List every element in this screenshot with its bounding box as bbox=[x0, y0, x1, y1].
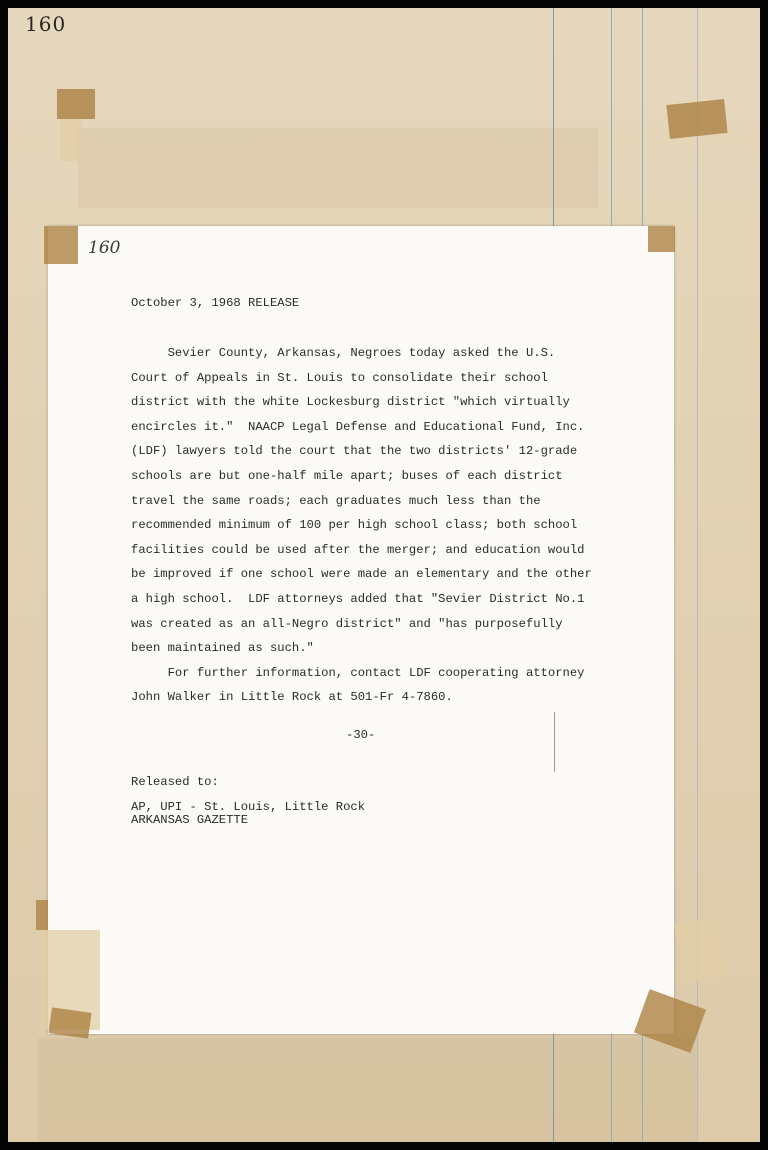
released-to-item: ARKANSAS GAZETTE bbox=[131, 813, 249, 827]
body-line: (LDF) lawyers told the court that the two districts' 12-grade bbox=[131, 444, 578, 459]
body-line: be improved if one school were made an elementary and the other bbox=[131, 567, 592, 582]
body-line: John Walker in Little Rock at 501-Fr 4-7860. bbox=[131, 690, 453, 705]
tape-piece bbox=[60, 119, 82, 161]
page-number: 160 bbox=[25, 12, 67, 36]
body-line: For further information, contact LDF cooperating attorney bbox=[131, 665, 585, 680]
sheet-crease bbox=[554, 712, 555, 772]
body-line: been maintained as such." bbox=[131, 641, 314, 656]
backing-shade bbox=[78, 128, 598, 208]
body-line: encircles it." NAACP Legal Defense and Educational Fund, Inc. bbox=[131, 419, 585, 434]
handwritten-number: 160 bbox=[88, 238, 121, 258]
body-line: recommended minimum of 100 per high school class; both school bbox=[131, 518, 578, 533]
body-line: district with the white Lockesburg district "which virtually bbox=[131, 395, 570, 410]
tape-piece bbox=[44, 226, 78, 264]
body-line: schools are but one-half mile apart; buses of each district bbox=[131, 468, 563, 483]
released-to-list bbox=[131, 801, 365, 827]
tape-piece bbox=[57, 89, 95, 119]
released-to-item: AP, UPI - St. Louis, Little Rock bbox=[131, 800, 366, 814]
release-body bbox=[131, 346, 592, 715]
tape-piece bbox=[648, 226, 675, 252]
tape-piece bbox=[36, 900, 48, 930]
body-line: facilities could be used after the merger; and education would bbox=[131, 542, 585, 557]
release-date-line: October 3, 1968 RELEASE bbox=[131, 296, 300, 310]
body-line: Sevier County, Arkansas, Negroes today asked the U.S. bbox=[131, 346, 556, 360]
body-line: travel the same roads; each graduates much less than the bbox=[131, 493, 541, 508]
released-to-label: Released to: bbox=[131, 775, 219, 789]
body-line: Court of Appeals in St. Louis to consolidate their school bbox=[131, 370, 548, 385]
body-line: a high school. LDF attorneys added that "Sevier District No.1 bbox=[131, 591, 585, 606]
end-mark: -30- bbox=[346, 728, 376, 742]
tape-piece bbox=[666, 99, 727, 139]
tape-piece bbox=[48, 1007, 91, 1038]
backing-shade bbox=[38, 1038, 698, 1142]
body-line: was created as an all-Negro district" and "has purposefully bbox=[131, 616, 563, 631]
